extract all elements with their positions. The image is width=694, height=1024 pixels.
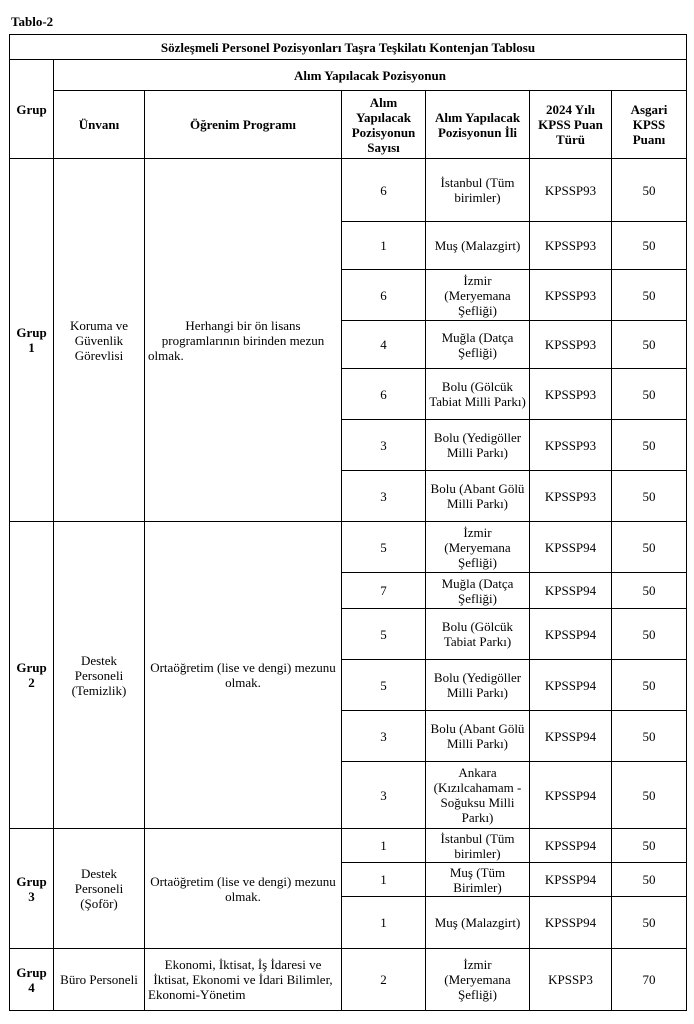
il-cell: Muş (Tüm Birimler): [426, 863, 530, 897]
puan-turu-cell: KPSSP93: [530, 222, 612, 270]
unvan-cell: Koruma ve Güvenlik Görevlisi: [54, 159, 145, 522]
table-caption: Tablo-2: [11, 14, 54, 29]
il-cell: İzmir (Meryemana Şefliği): [426, 522, 530, 573]
col-header-ogrenim: Öğrenim Programı: [145, 91, 342, 159]
col-header-puan-turu: 2024 Yılı KPSS Puan Türü: [530, 91, 612, 159]
col-header-sayi: Alım Yapılacak Pozisyonun Sayısı: [342, 91, 426, 159]
puan-turu-cell: KPSSP3: [530, 949, 612, 1011]
puan-turu-cell: KPSSP93: [530, 159, 612, 222]
asgari-cell: 50: [612, 369, 687, 420]
puan-turu-cell: KPSSP94: [530, 609, 612, 660]
col-header-asgari: Asgari KPSS Puanı: [612, 91, 687, 159]
puan-turu-cell: KPSSP93: [530, 270, 612, 321]
puan-turu-cell: KPSSP94: [530, 829, 612, 863]
il-cell: Muğla (Datça Şefliği): [426, 321, 530, 369]
asgari-cell: 50: [612, 897, 687, 949]
il-cell: Muş (Malazgirt): [426, 222, 530, 270]
sayi-cell: 1: [342, 829, 426, 863]
asgari-cell: 50: [612, 321, 687, 369]
column-header-row: [10, 91, 687, 159]
puan-turu-cell: KPSSP94: [530, 660, 612, 711]
asgari-cell: 50: [612, 660, 687, 711]
puan-turu-cell: KPSSP93: [530, 471, 612, 522]
sayi-cell: 3: [342, 762, 426, 829]
asgari-cell: 50: [612, 222, 687, 270]
table-row: [10, 159, 687, 222]
table-row: [10, 522, 687, 573]
il-cell: Ankara (Kızılcahamam - Soğuksu Milli Parkı): [426, 762, 530, 829]
col-header-grup: Grup: [10, 60, 54, 159]
il-cell: Bolu (Gölcük Tabiat Milli Parkı): [426, 369, 530, 420]
il-cell: Muğla (Datça Şefliği): [426, 573, 530, 609]
sayi-cell: 2: [342, 949, 426, 1011]
sayi-cell: 4: [342, 321, 426, 369]
grup-cell: Grup 2: [10, 522, 54, 829]
sayi-cell: 1: [342, 897, 426, 949]
grup-cell: Grup 3: [10, 829, 54, 949]
sayi-cell: 7: [342, 573, 426, 609]
il-cell: Bolu (Yedigöller Milli Parkı): [426, 420, 530, 471]
grup-cell: Grup 1: [10, 159, 54, 522]
asgari-cell: 50: [612, 573, 687, 609]
asgari-cell: 50: [612, 471, 687, 522]
puan-turu-cell: KPSSP93: [530, 321, 612, 369]
sayi-cell: 6: [342, 270, 426, 321]
asgari-cell: 50: [612, 159, 687, 222]
ogrenim-cell: Herhangi bir ön lisans programlarının birinden mezun olmak.: [145, 159, 342, 522]
asgari-cell: 50: [612, 270, 687, 321]
asgari-cell: 50: [612, 522, 687, 573]
table-row: [10, 949, 687, 1011]
table-title: Sözleşmeli Personel Pozisyonları Taşra Teşkilatı Kontenjan Tablosu: [10, 35, 687, 60]
unvan-cell: Destek Personeli (Şoför): [54, 829, 145, 949]
sayi-cell: 3: [342, 711, 426, 762]
il-cell: İzmir (Meryemana Şefliği): [426, 949, 530, 1011]
col-header-il: Alım Yapılacak Pozisyonun İli: [426, 91, 530, 159]
sayi-cell: 5: [342, 609, 426, 660]
il-cell: Bolu (Gölcük Tabiat Parkı): [426, 609, 530, 660]
table-title-row: [10, 35, 687, 60]
il-cell: Bolu (Abant Gölü Milli Parkı): [426, 471, 530, 522]
sayi-cell: 1: [342, 863, 426, 897]
puan-turu-cell: KPSSP93: [530, 369, 612, 420]
asgari-cell: 50: [612, 420, 687, 471]
asgari-cell: 50: [612, 762, 687, 829]
unvan-cell: Destek Personeli (Temizlik): [54, 522, 145, 829]
puan-turu-cell: KPSSP93: [530, 420, 612, 471]
sayi-cell: 5: [342, 660, 426, 711]
puan-turu-cell: KPSSP94: [530, 762, 612, 829]
il-cell: İstanbul (Tüm birimler): [426, 829, 530, 863]
il-cell: Muş (Malazgirt): [426, 897, 530, 949]
ogrenim-cell: Ekonomi, İktisat, İş İdaresi ve İktisat, Ekonomi ve İdari Bilimler, Ekonomi-Yönetim: [145, 949, 342, 1011]
asgari-cell: 70: [612, 949, 687, 1011]
puan-turu-cell: KPSSP94: [530, 897, 612, 949]
puan-turu-cell: KPSSP94: [530, 863, 612, 897]
puan-turu-cell: KPSSP94: [530, 573, 612, 609]
il-cell: İzmir (Meryemana Şefliği): [426, 270, 530, 321]
puan-turu-cell: KPSSP94: [530, 522, 612, 573]
puan-turu-cell: KPSSP94: [530, 711, 612, 762]
sayi-cell: 3: [342, 471, 426, 522]
group-header: Alım Yapılacak Pozisyonun: [54, 60, 687, 91]
ogrenim-cell: Ortaöğretim (lise ve dengi) mezunu olmak.: [145, 829, 342, 949]
grup-cell: Grup 4: [10, 949, 54, 1011]
ogrenim-cell: Ortaöğretim (lise ve dengi) mezunu olmak.: [145, 522, 342, 829]
asgari-cell: 50: [612, 863, 687, 897]
il-cell: İstanbul (Tüm birimler): [426, 159, 530, 222]
sayi-cell: 5: [342, 522, 426, 573]
unvan-cell: Büro Personeli: [54, 949, 145, 1011]
col-header-unvan: Ünvanı: [54, 91, 145, 159]
il-cell: Bolu (Abant Gölü Milli Parkı): [426, 711, 530, 762]
sayi-cell: 6: [342, 159, 426, 222]
quota-table: [9, 34, 687, 1011]
sayi-cell: 3: [342, 420, 426, 471]
il-cell: Bolu (Yedigöller Milli Parkı): [426, 660, 530, 711]
sayi-cell: 1: [342, 222, 426, 270]
table-body: [10, 35, 687, 1011]
sayi-cell: 6: [342, 369, 426, 420]
group-header-row: [10, 60, 687, 91]
asgari-cell: 50: [612, 711, 687, 762]
table-row: [10, 829, 687, 863]
asgari-cell: 50: [612, 609, 687, 660]
asgari-cell: 50: [612, 829, 687, 863]
